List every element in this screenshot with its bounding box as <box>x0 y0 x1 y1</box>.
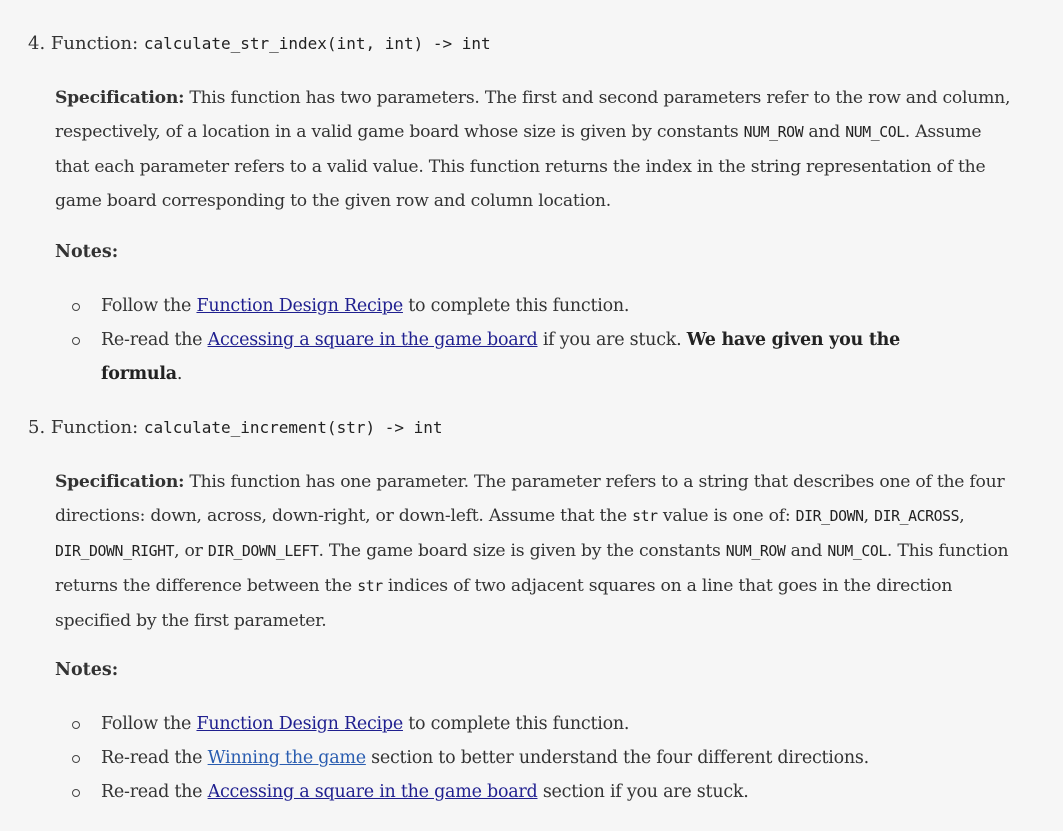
bullet-text: if you are stuck. <box>537 330 687 350</box>
function-design-recipe-link[interactable]: Function Design Recipe <box>196 296 403 316</box>
bullet-icon <box>72 789 80 797</box>
heading-prefix: Function: <box>50 33 139 54</box>
specification-paragraph <box>55 81 1015 218</box>
formula-emphasis: We have given you the formula <box>101 330 901 384</box>
const-dir-across: DIR_ACROSS <box>874 508 960 525</box>
notes-list <box>70 707 970 809</box>
bullet-text: Re-read the <box>101 748 208 768</box>
bullet-icon <box>72 721 80 729</box>
list-item <box>70 707 970 741</box>
const-num-row: NUM_ROW <box>743 124 804 141</box>
notes-heading: Notes: <box>55 242 119 262</box>
spec-text: . This function returns the difference between the <box>55 541 1009 596</box>
item-number: 4. <box>28 33 46 54</box>
winning-the-game-link[interactable]: Winning the game <box>207 748 366 768</box>
bullet-text: Follow the <box>101 296 197 316</box>
function-heading-4 <box>28 27 491 61</box>
item-number: 5. <box>28 417 46 438</box>
list-item <box>70 323 970 391</box>
spec-text: , or <box>174 541 208 561</box>
spec-text: , <box>959 506 965 526</box>
const-dir-down-right: DIR_DOWN_RIGHT <box>55 543 175 560</box>
const-dir-down-left: DIR_DOWN_LEFT <box>207 543 319 560</box>
spec-text: , <box>863 506 875 526</box>
const-num-col: NUM_COL <box>827 543 887 560</box>
specification-label: Specification: <box>55 88 185 108</box>
spec-text: and <box>803 122 846 142</box>
accessing-square-link[interactable]: Accessing a square in the game board <box>207 782 538 802</box>
function-signature: calculate_increment(str) -> int <box>143 418 443 437</box>
bullet-icon <box>72 755 80 763</box>
spec-text: This function has two parameters. The first and second parameters refer to the row and column, respectively, of a location in a valid game board whose size is given by constants <box>55 88 1011 142</box>
function-signature: calculate_str_index(int, int) -> int <box>143 34 491 53</box>
const-num-col: NUM_COL <box>845 124 905 141</box>
function-heading-5 <box>28 411 443 445</box>
bullet-text: Re-read the <box>101 330 208 350</box>
notes-list <box>70 289 970 391</box>
spec-text: and <box>785 541 828 561</box>
bullet-text: Follow the <box>101 714 197 734</box>
bullet-text: section if you are stuck. <box>537 782 749 802</box>
spec-text: This function has one parameter. The parameter refers to a string that describes one of the four directions: down, across, down-right, or down-left. Assume that the <box>55 472 1005 526</box>
spec-text: . The game board size is given by the constants <box>318 541 726 561</box>
list-item <box>70 741 970 775</box>
code-str: str <box>357 578 383 595</box>
bullet-text: section to better understand the four different directions. <box>365 748 869 768</box>
bullet-text: . <box>176 364 183 384</box>
spec-text: . Assume that each parameter refers to a valid value. This function returns the index in the string representation of the game board corresponding to the given row and column location. <box>55 122 986 211</box>
code-str: str <box>632 508 658 525</box>
bullet-text: to complete this function. <box>402 714 630 734</box>
const-num-row: NUM_ROW <box>725 543 786 560</box>
bullet-text: to complete this function. <box>402 296 630 316</box>
bullet-text: Re-read the <box>101 782 208 802</box>
heading-prefix: Function: <box>50 417 139 438</box>
const-dir-down: DIR_DOWN <box>795 508 864 525</box>
bullet-icon <box>72 337 80 345</box>
function-design-recipe-link[interactable]: Function Design Recipe <box>196 714 403 734</box>
list-item <box>70 289 970 323</box>
accessing-square-link[interactable]: Accessing a square in the game board <box>207 330 538 350</box>
spec-text: indices of two adjacent squares on a line that goes in the direction specified by the first parameter. <box>55 576 953 631</box>
specification-paragraph <box>55 465 1015 638</box>
bullet-icon <box>72 303 80 311</box>
list-item <box>70 775 970 809</box>
spec-text: value is one of: <box>657 506 796 526</box>
notes-heading: Notes: <box>55 660 119 680</box>
specification-label: Specification: <box>55 472 185 492</box>
